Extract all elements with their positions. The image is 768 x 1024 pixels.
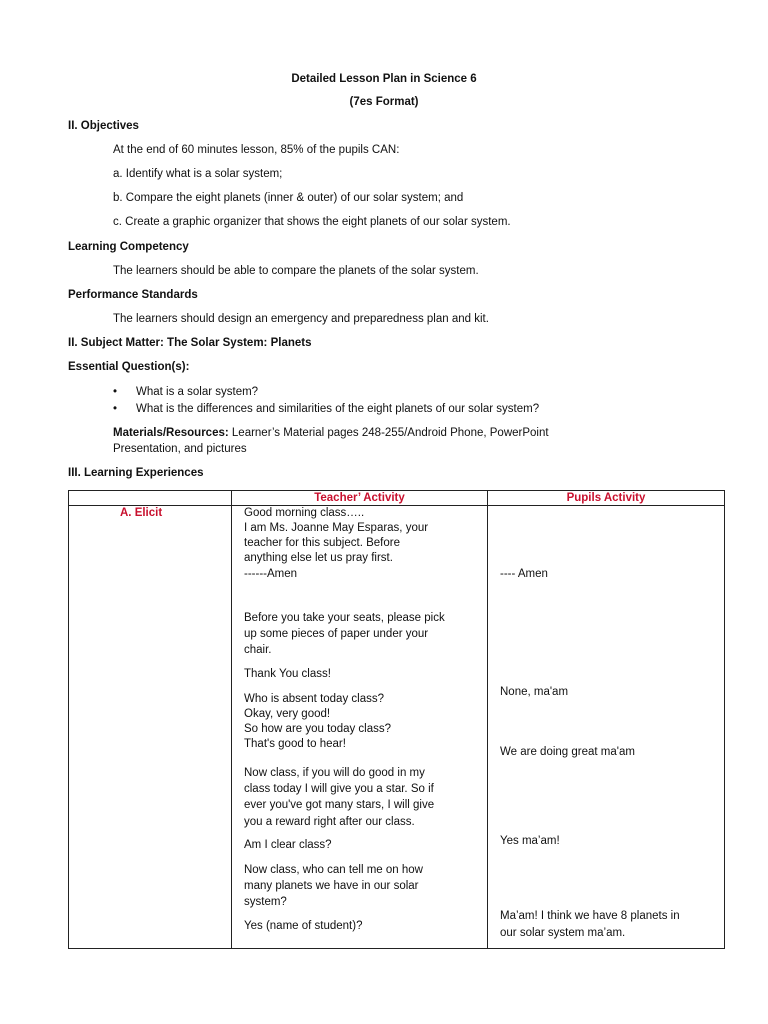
table-header-teacher: Teacher’ Activity	[232, 491, 488, 506]
table-row	[69, 506, 725, 949]
objectives-heading: II. Objectives	[68, 120, 139, 132]
teacher-line: Okay, very good!	[244, 708, 331, 720]
pupil-line: ---- Amen	[500, 568, 548, 580]
objective-item: a. Identify what is a solar system;	[113, 168, 283, 180]
teacher-line: teacher for this subject. Before	[244, 537, 400, 549]
teacher-activity-cell	[232, 506, 488, 949]
teacher-line: Thank You class!	[244, 668, 331, 680]
learning-competency-text: The learners should be able to compare the planets of the solar system.	[113, 265, 479, 277]
teacher-line: class today I will give you a star. So if	[244, 783, 434, 795]
materials-line-2: Presentation, and pictures	[113, 443, 247, 455]
teacher-line: Yes (name of student)?	[244, 920, 363, 932]
learning-competency-heading: Learning Competency	[68, 241, 189, 253]
table-header-row	[69, 491, 725, 506]
document-title: Detailed Lesson Plan in Science 6	[291, 73, 477, 85]
teacher-line: ------Amen	[244, 568, 298, 580]
learning-experiences-heading: III. Learning Experiences	[68, 467, 204, 479]
objective-item: b. Compare the eight planets (inner & outer) of our solar system; and	[113, 192, 464, 204]
pupils-activity-cell	[488, 506, 725, 949]
teacher-line: anything else let us pray first.	[244, 552, 393, 564]
teacher-line: Now class, who can tell me on how	[244, 864, 423, 876]
teacher-line: you a reward right after our class.	[244, 816, 415, 828]
teacher-line: Before you take your seats, please pick	[244, 612, 445, 624]
table-header-pupils: Pupils Activity	[488, 491, 725, 506]
teacher-line: Am I clear class?	[244, 839, 332, 851]
teacher-line: That's good to hear!	[244, 738, 346, 750]
learning-experiences-table	[68, 490, 725, 949]
pupil-line: Ma’am! I think we have 8 planets in	[500, 910, 680, 922]
teacher-line: up some pieces of paper under your	[244, 628, 429, 640]
teacher-line: I am Ms. Joanne May Esparas, your	[244, 522, 429, 534]
teacher-line: So how are you today class?	[244, 723, 392, 735]
teacher-line: many planets we have in our solar	[244, 880, 419, 892]
subject-matter-heading: II. Subject Matter: The Solar System: Planets	[68, 337, 312, 349]
teacher-line: system?	[244, 896, 287, 908]
teacher-line: Now class, if you will do good in my	[244, 767, 425, 779]
document-subtitle: (7es Format)	[349, 96, 419, 108]
pupil-line: Yes ma’am!	[500, 835, 560, 847]
phase-label: A. Elicit	[120, 507, 163, 519]
essential-questions-heading: Essential Question(s):	[68, 361, 190, 373]
pupil-line: We are doing great ma'am	[500, 746, 635, 758]
teacher-line: chair.	[244, 644, 272, 656]
essential-question-item: • What is a solar system?	[136, 386, 258, 398]
performance-standards-text: The learners should design an emergency and preparedness plan and kit.	[113, 313, 489, 325]
performance-standards-heading: Performance Standards	[68, 289, 198, 301]
pupil-line: our solar system ma’am.	[500, 927, 626, 939]
materials-label: Materials/Resources:	[113, 427, 229, 439]
teacher-line: ever you've got many stars, I will give	[244, 799, 435, 811]
phase-cell	[69, 506, 232, 949]
table-header-phase	[69, 491, 232, 506]
materials-text: Learner’s Material pages 248-255/Android Phone, PowerPoint	[228, 427, 549, 439]
materials-line	[113, 427, 549, 439]
objective-item: c. Create a graphic organizer that shows the eight planets of our solar system.	[113, 216, 511, 228]
teacher-line: Who is absent today class?	[244, 693, 384, 705]
teacher-line: Good morning class…..	[244, 507, 365, 519]
objectives-intro: At the end of 60 minutes lesson, 85% of the pupils CAN:	[113, 144, 400, 156]
essential-question-item: • What is the differences and similarities of the eight planets of our solar system?	[136, 403, 539, 415]
pupil-line: None, ma'am	[500, 686, 569, 698]
